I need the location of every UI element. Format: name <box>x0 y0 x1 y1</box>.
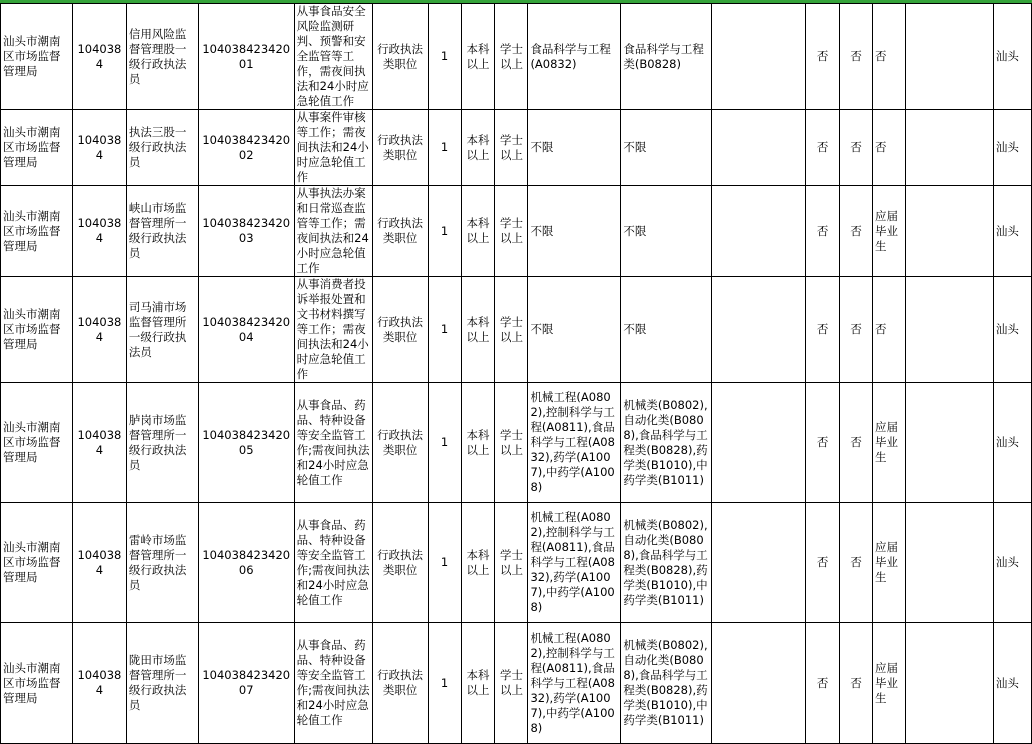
cell-other[interactable] <box>712 383 806 503</box>
cell-degree[interactable]: 学士以上 <box>495 383 528 503</box>
cell-unit-code[interactable]: 1040384 <box>72 277 126 383</box>
cell-flag-2[interactable]: 否 <box>840 503 873 623</box>
cell-college-major[interactable]: 不限 <box>621 186 712 277</box>
table-row <box>1 186 1032 277</box>
table-row <box>1 623 1032 744</box>
cell-description[interactable]: 从事案件审核等工作；需夜间执法和24小时应急轮值工作 <box>294 110 372 186</box>
cell-exam-site[interactable]: 汕头 <box>993 503 1031 623</box>
cell-unit-code[interactable]: 1040384 <box>72 503 126 623</box>
cell-category[interactable]: 行政执法类职位 <box>372 383 428 503</box>
cell-other[interactable] <box>712 4 806 110</box>
cell-remarks[interactable] <box>906 277 994 383</box>
cell-degree[interactable]: 学士以上 <box>495 503 528 623</box>
cell-unit-code[interactable]: 1040384 <box>72 4 126 110</box>
cell-unit[interactable]: 汕头市潮南区市场监督管理局 <box>1 623 73 744</box>
cell-undergrad-major[interactable]: 不限 <box>528 186 621 277</box>
cell-flag-2[interactable]: 否 <box>840 277 873 383</box>
cell-unit[interactable]: 汕头市潮南区市场监督管理局 <box>1 383 73 503</box>
cell-education[interactable]: 本科以上 <box>461 503 495 623</box>
cell-undergrad-major[interactable]: 不限 <box>528 277 621 383</box>
cell-unit[interactable]: 汕头市潮南区市场监督管理局 <box>1 186 73 277</box>
cell-count[interactable]: 1 <box>428 623 461 744</box>
cell-college-major[interactable]: 机械类(B0802),自动化类(B0808),食品科学与工程类(B0828),药学类(B1010),中药学类(B1011) <box>621 503 712 623</box>
cell-category[interactable]: 行政执法类职位 <box>372 503 428 623</box>
cell-remarks[interactable] <box>906 186 994 277</box>
cell-degree[interactable]: 学士以上 <box>495 277 528 383</box>
cell-unit[interactable]: 汕头市潮南区市场监督管理局 <box>1 503 73 623</box>
cell-graduate-only[interactable]: 否 <box>873 110 906 186</box>
cell-undergrad-major[interactable]: 机械工程(A0802),控制科学与工程(A0811),食品科学与工程(A0832),药学(A1007),中药学(A1008) <box>528 623 621 744</box>
cell-graduate-only[interactable]: 应届毕业生 <box>873 503 906 623</box>
table-row <box>1 4 1032 110</box>
cell-flag-1[interactable]: 否 <box>806 186 840 277</box>
cell-position[interactable]: 司马浦市场监督管理所一级行政执法员 <box>126 277 198 383</box>
cell-exam-site[interactable]: 汕头 <box>993 110 1031 186</box>
cell-flag-1[interactable]: 否 <box>806 623 840 744</box>
cell-flag-1[interactable]: 否 <box>806 503 840 623</box>
cell-exam-site[interactable]: 汕头 <box>993 4 1031 110</box>
cell-category[interactable]: 行政执法类职位 <box>372 110 428 186</box>
cell-education[interactable]: 本科以上 <box>461 4 495 110</box>
cell-exam-site[interactable]: 汕头 <box>993 623 1031 744</box>
table-row <box>1 383 1032 503</box>
cell-degree[interactable]: 学士以上 <box>495 623 528 744</box>
cell-other[interactable] <box>712 110 806 186</box>
job-listing-table <box>0 3 1032 744</box>
cell-flag-1[interactable]: 否 <box>806 110 840 186</box>
cell-other[interactable] <box>712 186 806 277</box>
cell-other[interactable] <box>712 503 806 623</box>
cell-position-code[interactable]: 10403842342004 <box>198 277 294 383</box>
cell-graduate-only[interactable]: 应届毕业生 <box>873 623 906 744</box>
cell-education[interactable]: 本科以上 <box>461 383 495 503</box>
cell-position-code[interactable]: 10403842342007 <box>198 623 294 744</box>
cell-college-major[interactable]: 机械类(B0802),自动化类(B0808),食品科学与工程类(B0828),药学类(B1010),中药学类(B1011) <box>621 623 712 744</box>
cell-flag-2[interactable]: 否 <box>840 110 873 186</box>
cell-degree[interactable]: 学士以上 <box>495 110 528 186</box>
cell-position[interactable]: 峡山市场监督管理所一级行政执法员 <box>126 186 198 277</box>
cell-education[interactable]: 本科以上 <box>461 623 495 744</box>
cell-graduate-only[interactable]: 应届毕业生 <box>873 383 906 503</box>
cell-graduate-only[interactable]: 应届毕业生 <box>873 186 906 277</box>
cell-unit[interactable]: 汕头市潮南区市场监督管理局 <box>1 277 73 383</box>
cell-exam-site[interactable]: 汕头 <box>993 186 1031 277</box>
cell-undergrad-major[interactable]: 机械工程(A0802),控制科学与工程(A0811),食品科学与工程(A0832),药学(A1007),中药学(A1008) <box>528 503 621 623</box>
cell-description[interactable]: 从事食品、药品、特种设备等安全监管工作;需夜间执法和24小时应急轮值工作 <box>294 503 372 623</box>
cell-category[interactable]: 行政执法类职位 <box>372 623 428 744</box>
cell-description[interactable]: 从事食品、药品、特种设备等安全监管工作;需夜间执法和24小时应急轮值工作 <box>294 623 372 744</box>
cell-flag-2[interactable]: 否 <box>840 186 873 277</box>
cell-undergrad-major[interactable]: 机械工程(A0802),控制科学与工程(A0811),食品科学与工程(A0832),药学(A1007),中药学(A1008) <box>528 383 621 503</box>
cell-degree[interactable]: 学士以上 <box>495 186 528 277</box>
cell-remarks[interactable] <box>906 110 994 186</box>
cell-position[interactable]: 雷岭市场监督管理所一级行政执法员 <box>126 503 198 623</box>
cell-description[interactable]: 从事执法办案和日常巡查监管等工作；需夜间执法和24小时应急轮值工作 <box>294 186 372 277</box>
cell-college-major[interactable]: 不限 <box>621 110 712 186</box>
cell-unit-code[interactable]: 1040384 <box>72 623 126 744</box>
cell-flag-1[interactable]: 否 <box>806 277 840 383</box>
cell-count[interactable]: 1 <box>428 110 461 186</box>
table-row <box>1 277 1032 383</box>
cell-position[interactable]: 信用风险监督管理股一级行政执法员 <box>126 4 198 110</box>
cell-description[interactable]: 从事食品、药品、特种设备等安全监管工作;需夜间执法和24小时应急轮值工作 <box>294 383 372 503</box>
cell-position-code[interactable]: 10403842342002 <box>198 110 294 186</box>
cell-education[interactable]: 本科以上 <box>461 110 495 186</box>
cell-position-code[interactable]: 10403842342005 <box>198 383 294 503</box>
cell-undergrad-major[interactable]: 不限 <box>528 110 621 186</box>
cell-position-code[interactable]: 10403842342006 <box>198 503 294 623</box>
cell-count[interactable]: 1 <box>428 277 461 383</box>
cell-flag-2[interactable]: 否 <box>840 383 873 503</box>
cell-college-major[interactable]: 食品科学与工程类(B0828) <box>621 4 712 110</box>
cell-position-code[interactable]: 10403842342001 <box>198 4 294 110</box>
cell-remarks[interactable] <box>906 623 994 744</box>
cell-unit[interactable]: 汕头市潮南区市场监督管理局 <box>1 4 73 110</box>
cell-position[interactable]: 执法三股一级行政执法员 <box>126 110 198 186</box>
cell-description[interactable]: 从事食品安全风险监测研判、预警和安全监管等工作，需夜间执法和24小时应急轮值工作 <box>294 4 372 110</box>
cell-remarks[interactable] <box>906 503 994 623</box>
cell-position[interactable]: 胪岗市场监督管理所一级行政执法员 <box>126 383 198 503</box>
cell-flag-2[interactable]: 否 <box>840 4 873 110</box>
cell-description[interactable]: 从事消费者投诉举报处置和文书材料撰写等工作；需夜间执法和24小时应急轮值工作 <box>294 277 372 383</box>
cell-unit-code[interactable]: 1040384 <box>72 110 126 186</box>
cell-category[interactable]: 行政执法类职位 <box>372 4 428 110</box>
cell-graduate-only[interactable]: 否 <box>873 277 906 383</box>
cell-exam-site[interactable]: 汕头 <box>993 277 1031 383</box>
cell-count[interactable]: 1 <box>428 503 461 623</box>
cell-flag-2[interactable]: 否 <box>840 623 873 744</box>
cell-unit-code[interactable]: 1040384 <box>72 186 126 277</box>
cell-unit-code[interactable]: 1040384 <box>72 383 126 503</box>
cell-remarks[interactable] <box>906 4 994 110</box>
cell-exam-site[interactable]: 汕头 <box>993 383 1031 503</box>
cell-education[interactable]: 本科以上 <box>461 277 495 383</box>
cell-undergrad-major[interactable]: 食品科学与工程(A0832) <box>528 4 621 110</box>
cell-unit[interactable]: 汕头市潮南区市场监督管理局 <box>1 110 73 186</box>
cell-college-major[interactable]: 机械类(B0802),自动化类(B0808),食品科学与工程类(B0828),药学类(B1010),中药学类(B1011) <box>621 383 712 503</box>
cell-position[interactable]: 陇田市场监督管理所一级行政执法员 <box>126 623 198 744</box>
cell-graduate-only[interactable]: 否 <box>873 4 906 110</box>
table-row <box>1 110 1032 186</box>
cell-flag-1[interactable]: 否 <box>806 4 840 110</box>
cell-category[interactable]: 行政执法类职位 <box>372 277 428 383</box>
cell-college-major[interactable]: 不限 <box>621 277 712 383</box>
cell-degree[interactable]: 学士以上 <box>495 4 528 110</box>
cell-remarks[interactable] <box>906 383 994 503</box>
cell-flag-1[interactable]: 否 <box>806 383 840 503</box>
table-row <box>1 503 1032 623</box>
cell-other[interactable] <box>712 623 806 744</box>
cell-category[interactable]: 行政执法类职位 <box>372 186 428 277</box>
cell-count[interactable]: 1 <box>428 4 461 110</box>
cell-education[interactable]: 本科以上 <box>461 186 495 277</box>
cell-count[interactable]: 1 <box>428 383 461 503</box>
cell-count[interactable]: 1 <box>428 186 461 277</box>
cell-position-code[interactable]: 10403842342003 <box>198 186 294 277</box>
cell-other[interactable] <box>712 277 806 383</box>
